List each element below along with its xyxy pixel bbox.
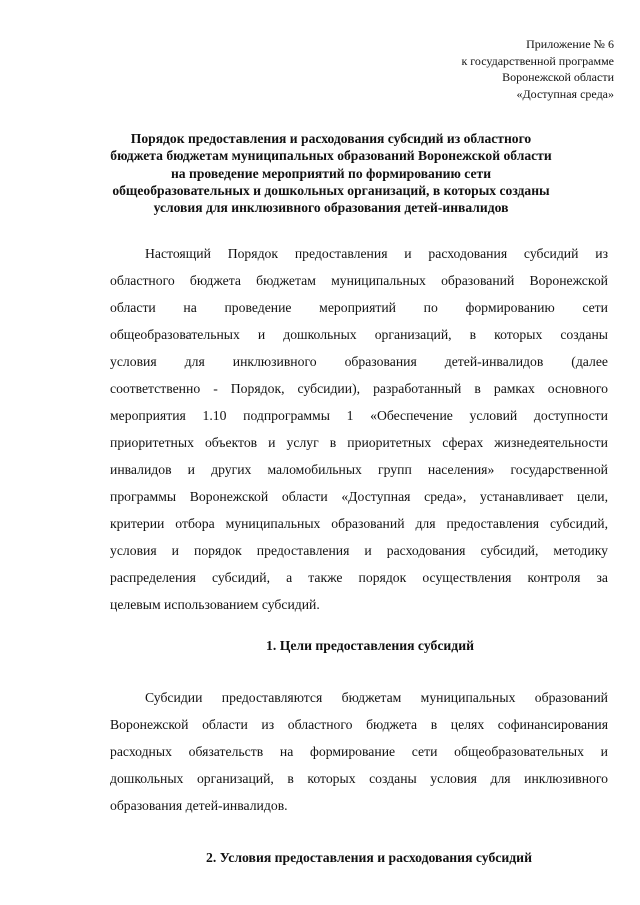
appendix-program: к государственной программе: [461, 53, 614, 68]
paragraph-line: программы Воронежской области «Доступная среда», устанавливает цели,: [110, 489, 608, 504]
paragraph-line: Субсидии предоставляются бюджетам муниципальных образований: [145, 690, 608, 705]
paragraph-line: дошкольных организаций, в которых созданы условия для инклюзивного: [110, 771, 608, 786]
appendix-number: Приложение № 6: [526, 37, 614, 51]
paragraph-line: критерии отбора муниципальных образований для предоставления субсидий,: [110, 516, 608, 531]
title-line: общеобразовательных и дошкольных организаций, в которых созданы: [112, 182, 550, 198]
paragraph-line: Настоящий Порядок предоставления и расходования субсидий из: [145, 246, 608, 261]
paragraph-line: условия и порядок предоставления и расходования субсидий, методику: [110, 543, 608, 558]
appendix-program-name: «Доступная среда»: [516, 86, 614, 101]
paragraph-line: распределения субсидий, а также порядок осуществления контроля за: [110, 570, 608, 585]
title-line: условия для инклюзивного образования детей-инвалидов: [153, 200, 509, 216]
paragraph-line: мероприятия 1.10 подпрограммы 1 «Обеспечение условий доступности: [110, 408, 608, 423]
paragraph-line: соответственно - Порядок, субсидии), разработанный в рамках основного: [110, 381, 608, 396]
paragraph-line: образования детей-инвалидов.: [110, 798, 288, 813]
goals-paragraph: [110, 684, 608, 819]
paragraph-line: области на проведение мероприятий по формированию сети: [110, 300, 608, 315]
section-heading-conditions: 2. Условия предоставления и расходования субсидий: [206, 850, 532, 865]
section-heading-goals: 1. Цели предоставления субсидий: [266, 638, 474, 653]
paragraph-line: общеобразовательных и дошкольных организаций, в которых созданы: [110, 327, 608, 342]
appendix-header: [461, 36, 614, 102]
paragraph-line: областного бюджета бюджетам муниципальных образований Воронежской: [110, 273, 608, 288]
title-line: бюджета бюджетам муниципальных образований Воронежской области: [110, 148, 552, 164]
title-line: на проведение мероприятий по формированию сети: [170, 165, 492, 181]
appendix-region: Воронежской области: [502, 70, 614, 84]
paragraph-line: условия для инклюзивного образования детей-инвалидов (далее: [110, 354, 608, 369]
intro-paragraph: [110, 240, 608, 618]
paragraph-line: инвалидов и других маломобильных групп населения» государственной: [110, 462, 608, 477]
title-line: Порядок предоставления и расходования субсидий из областного: [130, 131, 532, 146]
paragraph-line: расходных обязательств на формирование сети общеобразовательных и: [110, 744, 608, 759]
paragraph-line: целевым использованием субсидий.: [110, 597, 320, 612]
paragraph-line: приоритетных объектов и услуг в приоритетных сферах жизнедеятельности: [110, 435, 608, 450]
document-title: [96, 130, 566, 216]
paragraph-line: Воронежской области из областного бюджета в целях софинансирования: [110, 717, 608, 732]
